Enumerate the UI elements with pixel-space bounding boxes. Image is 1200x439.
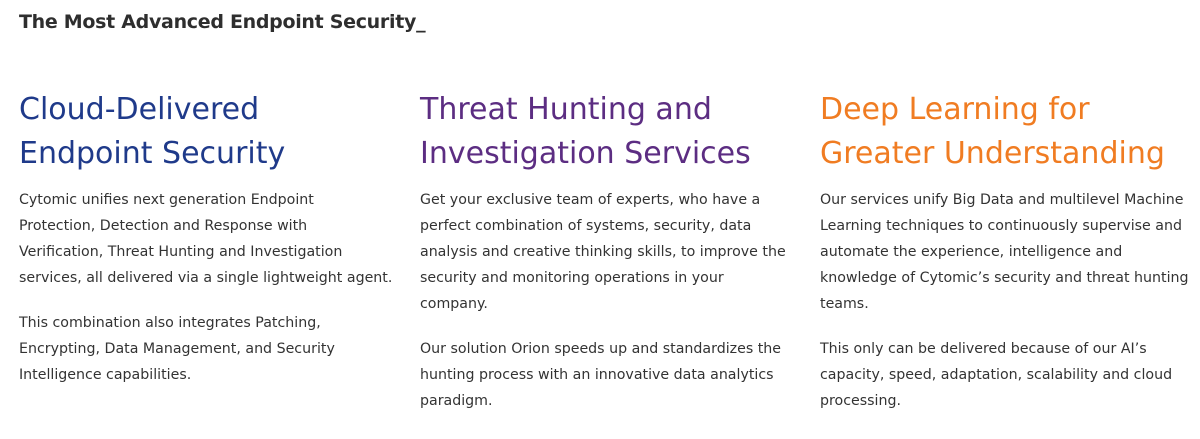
column-heading [19, 88, 394, 176]
column-heading-line: Deep Learning for [820, 92, 1090, 127]
column-heading-line: Cloud-Delivered [19, 92, 260, 127]
feature-column-deep-learning [820, 88, 1195, 414]
column-heading-line: Investigation Services [420, 136, 751, 171]
column-heading [420, 88, 795, 176]
column-heading-line: Endpoint Security [19, 136, 286, 171]
column-paragraph: This only can be delivered because of our AI’s capacity, speed, adaptation, scalability and cloud processing. [820, 341, 1173, 409]
column-heading-line: Threat Hunting and [420, 92, 712, 127]
column-paragraph: Our solution Orion speeds up and standardizes the hunting process with an innovative data analytics paradigm. [420, 341, 782, 409]
feature-column-threat-hunting [420, 88, 795, 414]
column-heading [820, 88, 1195, 176]
column-paragraph: This combination also integrates Patching, Encrypting, Data Management, and Security Intelligence capabilities. [19, 315, 335, 383]
column-paragraph: Cytomic unifies next generation Endpoint Protection, Detection and Response with Verification, Threat Hunting and Investigation services, all delivered via a single lightweight agent. [19, 192, 393, 286]
column-paragraph: Get your exclusive team of experts, who have a perfect combination of systems, security, data analysis and creative thinking skills, to improve the security and monitoring operations in your company. [420, 192, 786, 312]
section-title: The Most Advanced Endpoint Security_ [19, 11, 426, 33]
column-paragraph: Our services unify Big Data and multilevel Machine Learning techniques to continuously supervise and automate the experience, intelligence and knowledge of Cytomic’s security and threat hunting teams. [820, 192, 1189, 312]
column-heading-line: Greater Understanding [820, 136, 1165, 171]
feature-column-cloud-delivered [19, 88, 394, 388]
